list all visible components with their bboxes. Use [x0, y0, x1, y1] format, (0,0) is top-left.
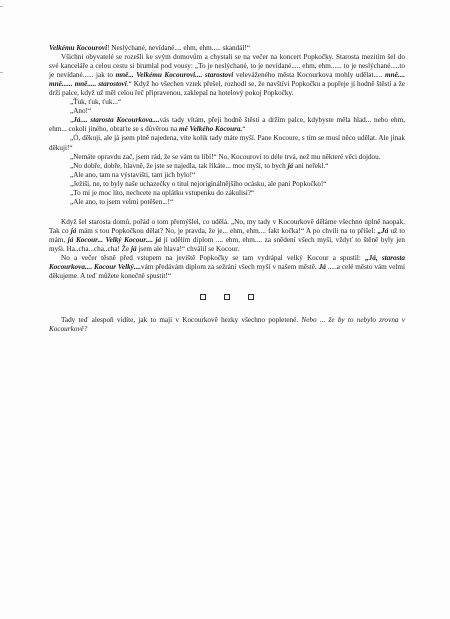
emphasis: Velkému Kocourovi — [49, 44, 108, 52]
emphasis: mě Velkého Kocoura. — [179, 125, 243, 134]
square-outline-icon — [248, 294, 254, 300]
paragraph — [49, 218, 405, 254]
emphasis: Já.... starosta Kocourkova.... — [73, 116, 160, 125]
dialog-line: „Ó, děkuji, ale já jsem plně najedena, vite kolik tady máte myší. Pane Kocoure, s tím se musí něco udělat. Ale jinak děkuji!“ — [49, 134, 405, 152]
text-run: Tady teď alespoň vidíte, jak to mají v Kocourkově hezky všechno popletené. — [61, 316, 302, 325]
emphasis: mně.... mně...... mně..... starostovi — [49, 71, 405, 89]
text-run: .....a celé město vám velmi děkujeme. A teď můžete konečně spustit!“ — [49, 263, 406, 281]
emphasis: „Já, starosta Kocourkova.... Kocour Velký.... — [49, 254, 405, 272]
scan-edge-mark — [0, 72, 3, 73]
square-outline-icon — [224, 294, 230, 300]
dialog-line: „Ano!“ — [70, 107, 92, 116]
text-run: vám předávám diplom za sežrání všech myší v našem městě. — [141, 263, 319, 272]
dialog-line: „Ježiši, ne, to byly naše uchazečky o titul nejoriginálnějšího ocásku, ale paní Popkočko!“ — [70, 179, 327, 188]
square-outline-icon — [200, 294, 206, 300]
italic-text: Nebo ... že by to nebylo zrovna v Kocourkově? — [49, 316, 405, 334]
dialog-line: „Ťuk, ťuk, ťuk...“ — [70, 98, 122, 107]
text-run: veleváženého města Kocourkova mohly udělat..... — [233, 71, 386, 80]
text-run: „ — [70, 116, 74, 125]
dialog-line: „To mi je moc líto, nechcete na oplátku vstupenku do zákulisí?“ — [70, 188, 255, 197]
text-run: jí udělím diplom .... ehm, ehm.... za snědení všech myší, vždyť to štěně byly jen myši. Ha..cha...cha..cha! Že — [49, 235, 406, 253]
paragraph — [49, 44, 405, 53]
text-run: vás tady vítám, přeji hodně štěstí a držím palce, kdybyste měla hlad... nebo ehm, ehm... cokoli jiného, obraťte se s důvěrou na — [49, 116, 406, 134]
paragraph-gap — [49, 207, 405, 218]
text-run: .“ Když ho všechen vztek přešel, rozhodl se, že navštíví Popkočku a popřeje jí hodně štěstí a že drží palce, když už měl celou řeč připravenou, zaklepal na hotelový pokoj Popkočky. — [49, 80, 405, 98]
emphasis: Já — [318, 263, 326, 272]
text-run: “ — [242, 125, 246, 134]
paragraph — [49, 254, 405, 281]
dialog-line: „Nemáte opravdu zač, jsem rád, že se vám tu líbí!“ No, Kocourovi to déle trvá, než mu některé věci dojdou. — [70, 152, 381, 161]
text-run: Všichni obyvatelé se rozešli ke svým domovům a chystali se na večer na koncert Popkočky. Starosta mezitím šel do své kanceláře a celou cestu si brumlal pod vousy: „To je neslýchané, to je nevídané..... ehm, ehm...... to je neslýchané.....to je nevídané...... jak to — [49, 53, 405, 80]
text-run: jsem ale hlava!“ chválil se Kocour. — [136, 244, 240, 253]
text-run: „No dobře, dobře, hlavně, že jste se najedla, tak říkáte... moc myší, to bych — [70, 161, 288, 170]
paragraph — [49, 316, 405, 334]
emphasis: já Kocour... Velký Kocour.... — [67, 235, 153, 244]
dialog-line — [49, 116, 405, 134]
dialog-line — [49, 162, 405, 171]
scan-edge-mark — [0, 6, 3, 7]
paragraph-gap — [49, 300, 405, 316]
text-run: ani neřekl.“ — [293, 161, 329, 170]
emphasis: já — [131, 244, 137, 253]
story-text — [49, 44, 405, 334]
emphasis: já — [70, 226, 77, 235]
emphasis: „Já — [377, 226, 389, 235]
text-run: mám s tou Popkočkou dělat? No, je pravda, že je... ehm, ehm.... fakt kočka!“ A po chvíli na to přišel: — [76, 226, 378, 235]
text-run: No a večer těsně před vstupem na jevištĕ Popkočky se tam vydrápal velký Kocour a spustil: — [61, 254, 366, 263]
paragraph-gap — [49, 281, 405, 292]
dialog-line: „Ale ano, tam na výstavišti, tam jich bylo!“ — [70, 170, 196, 179]
emphasis: já — [287, 161, 294, 170]
text-run: ! Neslýchané, nevídané.... ehm, ehm..... skandál!“ — [107, 44, 251, 52]
text-run: Když šel starosta domů, pořád o tom přemýšlel, co udělá. „No, my tady v Kocourkově děláme všechno úplně naopak. Tak co — [49, 217, 405, 235]
paragraph — [49, 53, 405, 98]
text-run: už to mám, — [49, 226, 405, 244]
dialog-line: „Ale ano, to jsem velmi potěšen...!“ — [70, 197, 174, 206]
emphasis: mně... Velkému Kocourovi.... starostovi — [115, 71, 234, 80]
emphasis: já — [155, 235, 162, 244]
